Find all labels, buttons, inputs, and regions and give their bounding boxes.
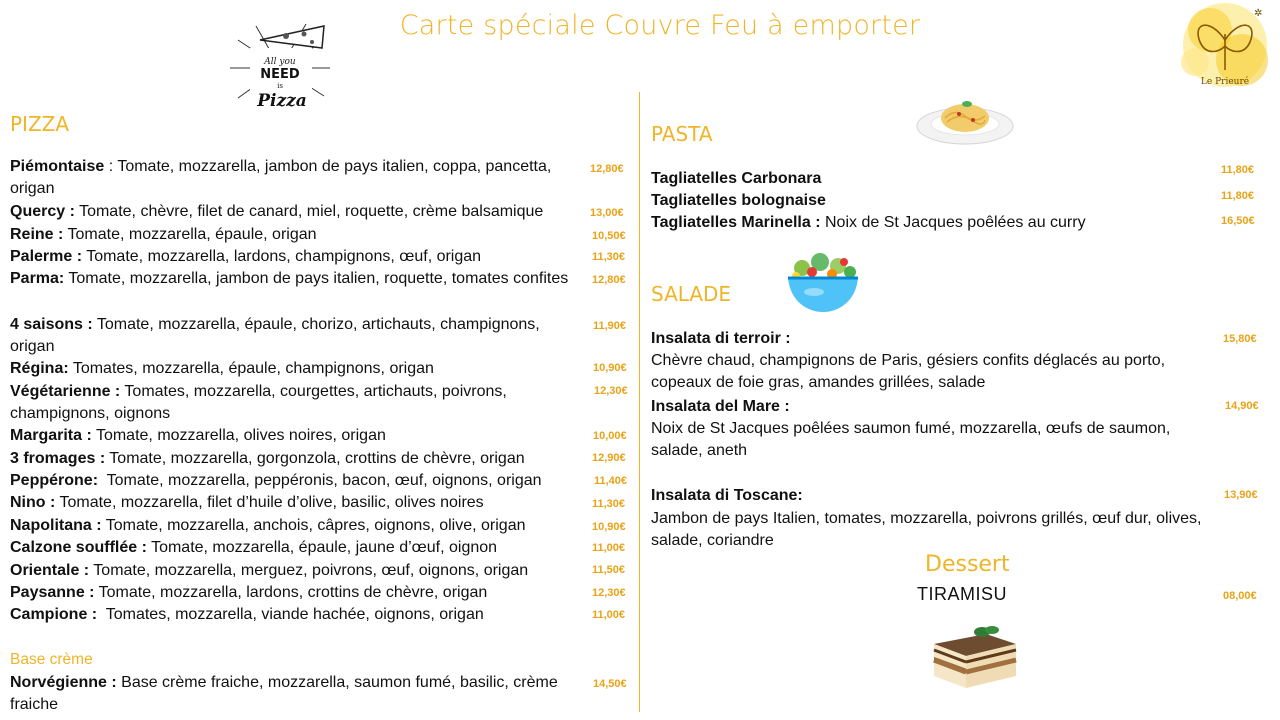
page-title: Carte spéciale Couvre Feu à emporter	[399, 10, 921, 41]
pizza-item-price: 11,50€	[592, 564, 626, 576]
logo-text-line2: NEED	[260, 67, 300, 82]
brand-logo	[1170, 0, 1280, 102]
pizza-item-separator	[97, 606, 106, 623]
pizza-item-name: 4 saisons :	[10, 316, 93, 333]
logo-text-line3: is	[277, 82, 283, 90]
pizza-item	[10, 358, 588, 380]
pizza-item-price: 10,90€	[593, 362, 627, 374]
pizza-item-description: Tomate, mozzarella, peppéronis, bacon, œuf, oignons, origan	[106, 472, 542, 489]
pizza-item	[10, 314, 588, 359]
pasta-item	[651, 212, 1211, 234]
base-creme-item-name: Norvégienne :	[10, 674, 117, 691]
pizza-item-description: Tomates, mozzarella, viande hachée, oignons, origan	[105, 606, 484, 623]
pasta-item-price: 16,50€	[1221, 215, 1255, 227]
pizza-heading: PIZZA	[10, 112, 70, 136]
pasta-item-price: 11,80€	[1221, 164, 1255, 176]
salad-bowl-icon	[780, 248, 866, 316]
pizza-item-price: 12,80€	[590, 163, 624, 175]
salade-item-description: Jambon de pays Italien, tomates, mozzarella, poivrons grillés, œuf dur, olives, salade, coriandre	[651, 510, 1202, 550]
dessert-heading: Dessert	[925, 552, 1010, 577]
pizza-item-price: 12,30€	[594, 385, 628, 397]
dessert-item-name: TIRAMISU	[917, 584, 1008, 604]
pizza-item	[10, 604, 588, 626]
pizza-item-name: Régina:	[10, 360, 69, 377]
column-divider	[639, 92, 640, 712]
pizza-item-description: Tomate, mozzarella, anchois, câpres, oignons, olive, origan	[105, 517, 526, 534]
pizza-logo	[226, 18, 334, 120]
pasta-item-name: Tagliatelles Carbonara	[651, 170, 822, 187]
salade-heading: SALADE	[651, 282, 732, 306]
butterfly-logo-icon	[1170, 0, 1280, 102]
dessert-item-price: 08,00€	[1223, 590, 1257, 602]
pizza-item-price: 11,00€	[592, 542, 626, 554]
pizza-item	[10, 224, 588, 246]
pizza-item-price: 11,00€	[592, 609, 626, 621]
tiramisu-icon	[926, 614, 1022, 694]
pizza-item-description: Tomates, mozzarella, épaule, champignons, origan	[72, 360, 434, 377]
brand-logo-text: Le Prieuré	[1200, 77, 1250, 87]
pizza-item-name: Piémontaise	[10, 158, 105, 175]
pizza-item-description: Tomate, mozzarella, lardons, crottins de chèvre, origan	[98, 584, 488, 601]
pizza-item	[10, 425, 588, 447]
pasta-item	[651, 190, 1211, 212]
pizza-item-price: 11,90€	[593, 320, 627, 332]
pizza-item	[10, 537, 588, 559]
pizza-item-description: Tomate, mozzarella, jambon de pays italien, roquette, tomates confites	[68, 270, 569, 287]
pizza-item-name: Parma:	[10, 270, 65, 287]
pizza-item-description: Tomate, mozzarella, merguez, poivrons, œuf, oignons, origan	[93, 562, 529, 579]
logo-text-line4: Pizza	[257, 91, 307, 111]
logo-text-line1: All you	[264, 57, 296, 67]
pizza-item-name: Napolitana :	[10, 517, 102, 534]
base-creme-heading: Base crème	[10, 651, 93, 668]
salade-item-price: 15,80€	[1223, 333, 1257, 345]
pizza-slice-icon	[226, 18, 334, 120]
pasta-heading: PASTA	[651, 122, 713, 146]
pasta-item-name: Tagliatelles Marinella :	[651, 214, 821, 231]
pizza-item	[10, 246, 588, 268]
pizza-item-description: Tomate, mozzarella, épaule, jaune d’œuf, oignon	[151, 539, 498, 556]
pizza-item-price: 12,90€	[592, 452, 626, 464]
pizza-item-description: Tomate, mozzarella, gorgonzola, crottins de chèvre, origan	[109, 450, 525, 467]
salade-item-name: Insalata di terroir :	[651, 330, 791, 347]
pasta-item-price: 11,80€	[1221, 190, 1255, 202]
pizza-item	[10, 156, 588, 201]
pizza-item-separator	[98, 472, 107, 489]
pizza-item-name: Végétarienne :	[10, 383, 121, 400]
pizza-item-description: Tomates, mozzarella, courgettes, artichauts, poivrons, champignons, oignons	[10, 383, 507, 423]
salade-item-price: 14,90€	[1225, 400, 1259, 412]
pizza-item-price: 10,50€	[592, 230, 626, 242]
pizza-item-price: 11,30€	[592, 498, 626, 510]
pizza-item-name: Orientale :	[10, 562, 90, 579]
pizza-item-name: 3 fromages :	[10, 450, 106, 467]
salade-item-description: Chèvre chaud, champignons de Paris, gésiers confits déglacés au porto, copeaux de foie gras, amandes grillées, salade	[651, 352, 1166, 392]
pizza-item-name: Nino :	[10, 494, 56, 511]
pasta-item	[651, 168, 1211, 190]
pizza-item-description: Tomate, mozzarella, lardons, champignons, œuf, origan	[86, 248, 482, 265]
pizza-item-description: Tomate, mozzarella, épaule, chorizo, artichauts, champignons, origan	[10, 316, 540, 356]
pizza-item-description: Tomate, mozzarella, filet d’huile d’olive, basilic, olives noires	[59, 494, 484, 511]
pizza-item-name: Calzone soufflée :	[10, 539, 147, 556]
salade-item-description: Noix de St Jacques poêlées saumon fumé, mozzarella, œufs de saumon, salade, aneth	[651, 420, 1171, 460]
pizza-item	[10, 582, 588, 604]
svg-text:✲: ✲	[1254, 8, 1263, 19]
pizza-item-description: Tomate, mozzarella, épaule, origan	[67, 226, 317, 243]
base-creme-item-price: 14,50€	[593, 678, 627, 690]
pizza-item-name: Palerme :	[10, 248, 83, 265]
pizza-item-name: Campione :	[10, 606, 98, 623]
pizza-item-name: Margarita :	[10, 427, 92, 444]
pizza-item-name: Quercy :	[10, 203, 75, 220]
pizza-item-description: Tomate, mozzarella, olives noires, origan	[95, 427, 386, 444]
pizza-item-price: 10,90€	[592, 521, 626, 533]
pizza-item	[10, 201, 588, 223]
pasta-item-description: Noix de St Jacques poêlées au curry	[825, 214, 1086, 231]
pizza-item	[10, 515, 588, 537]
pizza-item	[10, 492, 588, 514]
pizza-item	[10, 470, 588, 492]
pizza-item-name: Peppérone:	[10, 472, 99, 489]
pizza-item-description: Tomate, chèvre, filet de canard, miel, roquette, crème balsamique	[79, 203, 544, 220]
salade-item-name: Insalata del Mare :	[651, 398, 790, 415]
pizza-item-separator: :	[104, 158, 118, 175]
pizza-item-price: 10,00€	[593, 430, 627, 442]
salade-item-name: Insalata di Toscane:	[651, 487, 803, 504]
pizza-item-price: 11,40€	[594, 475, 628, 487]
salade-item-price: 13,90€	[1224, 489, 1258, 501]
pizza-item-price: 11,30€	[592, 251, 626, 263]
pizza-item-price: 13,00€	[590, 207, 624, 219]
pizza-item-price: 12,80€	[592, 274, 626, 286]
pizza-item	[10, 448, 588, 470]
pizza-item-name: Paysanne :	[10, 584, 95, 601]
pizza-item	[10, 268, 588, 290]
spaghetti-plate-icon	[915, 90, 1015, 148]
base-creme-item	[10, 672, 588, 717]
pizza-item	[10, 560, 588, 582]
pasta-item-name: Tagliatelles bolognaise	[651, 192, 826, 209]
pizza-item-name: Reine :	[10, 226, 64, 243]
base-creme-item-description: Base crème fraiche, mozzarella, saumon fumé, basilic, crème fraiche	[10, 674, 558, 714]
pizza-item-price: 12,30€	[592, 587, 626, 599]
pizza-item-description: Tomate, mozzarella, jambon de pays italien, coppa, pancetta, origan	[10, 158, 552, 198]
pizza-item	[10, 381, 588, 426]
